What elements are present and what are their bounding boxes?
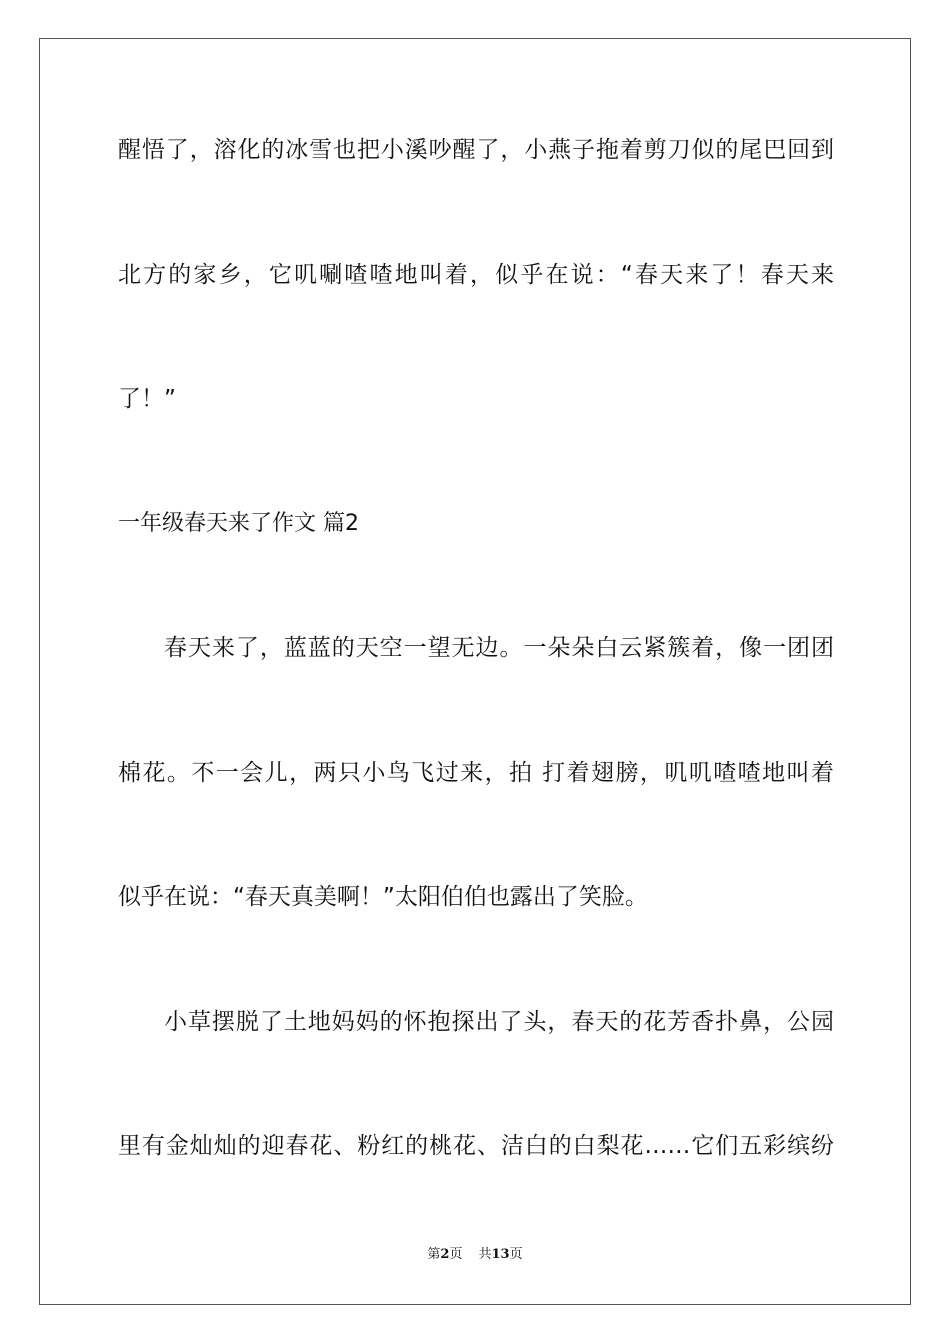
- body-text-line-1: 醒悟了，溶化的冰雪也把小溪吵醒了，小燕子拖着剪刀似的尾巴回到: [118, 137, 834, 163]
- total-pages: 13: [491, 1247, 510, 1262]
- body-text-line-7: 似乎在说：“春天真美啊！”太阳伯伯也露出了笑脸。: [118, 884, 648, 910]
- body-text-line-9: 里有金灿灿的迎春花、粉红的桃花、洁白的白梨花……它们五彩缤纷: [118, 1133, 834, 1159]
- body-text-line-5: 春天来了，蓝蓝的天空一望无边。一朵朵白云紧簇着，像一团团: [164, 635, 834, 661]
- page-frame: [39, 38, 911, 1305]
- page-suffix: 页: [449, 1247, 463, 1262]
- body-text-line-3: 了！”: [118, 386, 176, 412]
- page-prefix: 第: [427, 1247, 441, 1262]
- body-text-line-2: 北方的家乡，它叽唰喳喳地叫着，似乎在说：“春天来了！春天来: [118, 262, 834, 288]
- body-text-line-8: 小草摆脱了土地妈妈的怀抱探出了头，春天的花芳香扑鼻，公园: [164, 1009, 834, 1035]
- total-prefix: 共: [478, 1247, 492, 1262]
- total-suffix: 页: [509, 1247, 523, 1262]
- page-footer: [0, 1246, 950, 1264]
- page-number: 2: [440, 1247, 450, 1262]
- body-text-line-6: 棉花。不一会儿，两只小鸟飞过来，拍 打着翅膀，叽叽喳喳地叫着: [118, 760, 834, 786]
- section-heading: 一年级春天来了作文 篇2: [118, 511, 359, 536]
